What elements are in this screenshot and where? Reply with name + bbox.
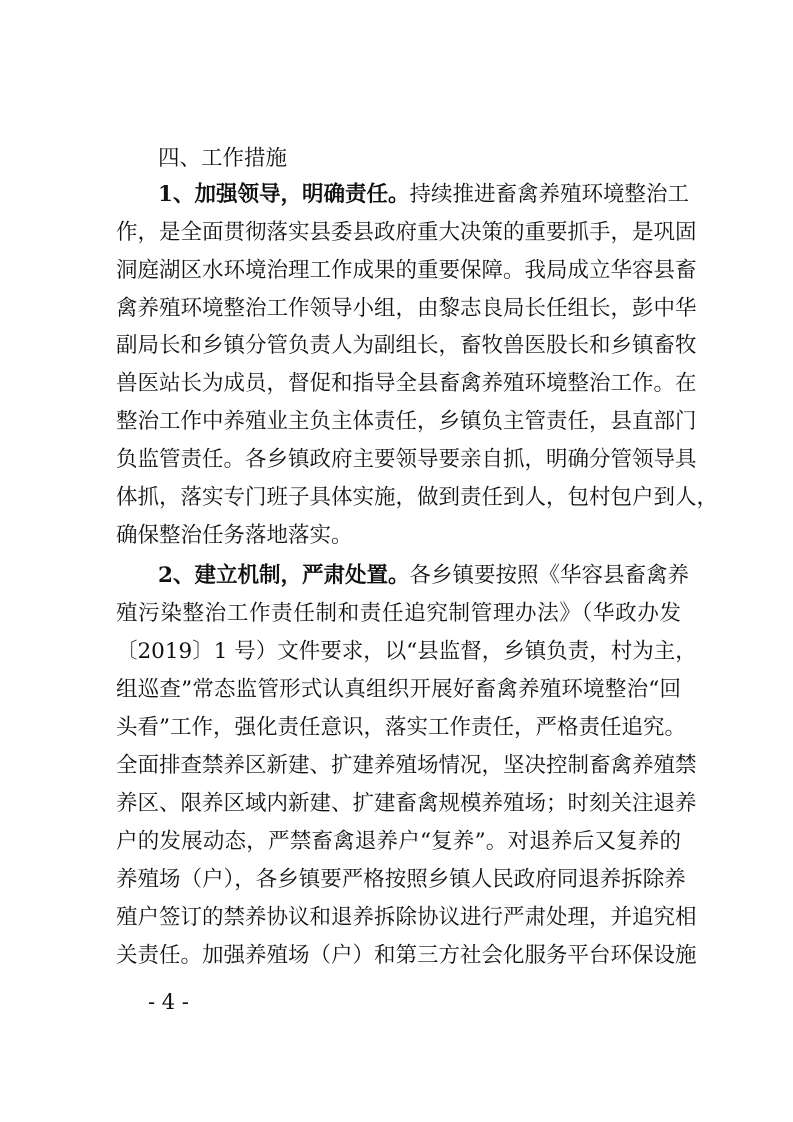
paragraph-2-line-1-text: 各乡镇要按照《华容县畜禽养 <box>409 563 689 588</box>
paragraph-1-heading: 1、加强领导，明确责任。 <box>158 182 410 207</box>
paragraph-1-line-1-text: 持续推进畜禽养殖环境整治工 <box>409 182 689 207</box>
paragraph-1-line-5: 副局长和乡镇分管负责人为副组长，畜牧兽医股长和乡镇畜牧 <box>116 333 697 358</box>
paragraph-2-line-4: 组巡查”常态监管形式认真组织开展好畜禽养殖环境整治“回 <box>116 677 681 702</box>
paragraph-1-line-2: 作，是全面贯彻落实县委县政府重大决策的重要抓手，是巩固 <box>116 220 697 245</box>
paragraph-1-line-1 <box>158 180 689 210</box>
paragraph-1-line-9: 体抓，落实专门班子具体实施，做到责任到人，包村包户到人， <box>116 485 719 510</box>
section-heading: 四、工作措施 <box>158 146 288 171</box>
paragraph-2-line-9: 养殖场（户），各乡镇要严格按照乡镇人民政府同退养拆除养 <box>116 867 686 892</box>
paragraph-2-line-7: 养区、限养区域内新建、扩建畜禽规模养殖场；时刻关注退养 <box>116 791 697 816</box>
paragraph-1-line-6: 兽医站长为成员，督促和指导全县畜禽养殖环境整治工作。在 <box>116 371 697 396</box>
paragraph-1-line-10: 确保整治任务落地落实。 <box>116 523 353 548</box>
page-number: - 4 - <box>148 990 189 1014</box>
paragraph-2-line-10: 殖户签订的禁养协议和退养拆除协议进行严肃处理，并追究相 <box>116 905 697 930</box>
paragraph-2-line-2: 殖污染整治工作责任制和责任追究制管理办法》（华政办发 <box>116 601 681 626</box>
paragraph-2-line-5: 头看”工作，强化责任意识，落实工作责任，严格责任追究。 <box>116 715 686 740</box>
paragraph-2-line-8: 户的发展动态，严禁畜禽退养户“复养”。对退养后又复养的 <box>116 829 681 854</box>
paragraph-1-line-8: 负监管责任。各乡镇政府主要领导要亲自抓，明确分管领导具 <box>116 447 697 472</box>
paragraph-2-line-3: 〔2019〕1 号）文件要求，以“县监督，乡镇负责，村为主， <box>116 639 697 664</box>
paragraph-1-line-4: 禽养殖环境整治工作领导小组，由黎志良局长任组长，彭中华 <box>116 296 697 321</box>
paragraph-1-line-7: 整治工作中养殖业主负主体责任，乡镇负主管责任，县直部门 <box>116 409 697 434</box>
paragraph-1-line-3: 洞庭湖区水环境治理工作成果的重要保障。我局成立华容县畜 <box>116 258 697 283</box>
paragraph-2-line-11: 关责任。加强养殖场（户）和第三方社会化服务平台环保设施 <box>116 943 697 968</box>
paragraph-2-heading: 2、建立机制，严肃处置。 <box>158 563 410 588</box>
paragraph-2-line-1 <box>158 561 689 591</box>
paragraph-2-line-6: 全面排查禁养区新建、扩建养殖场情况，坚决控制畜禽养殖禁 <box>116 753 697 778</box>
